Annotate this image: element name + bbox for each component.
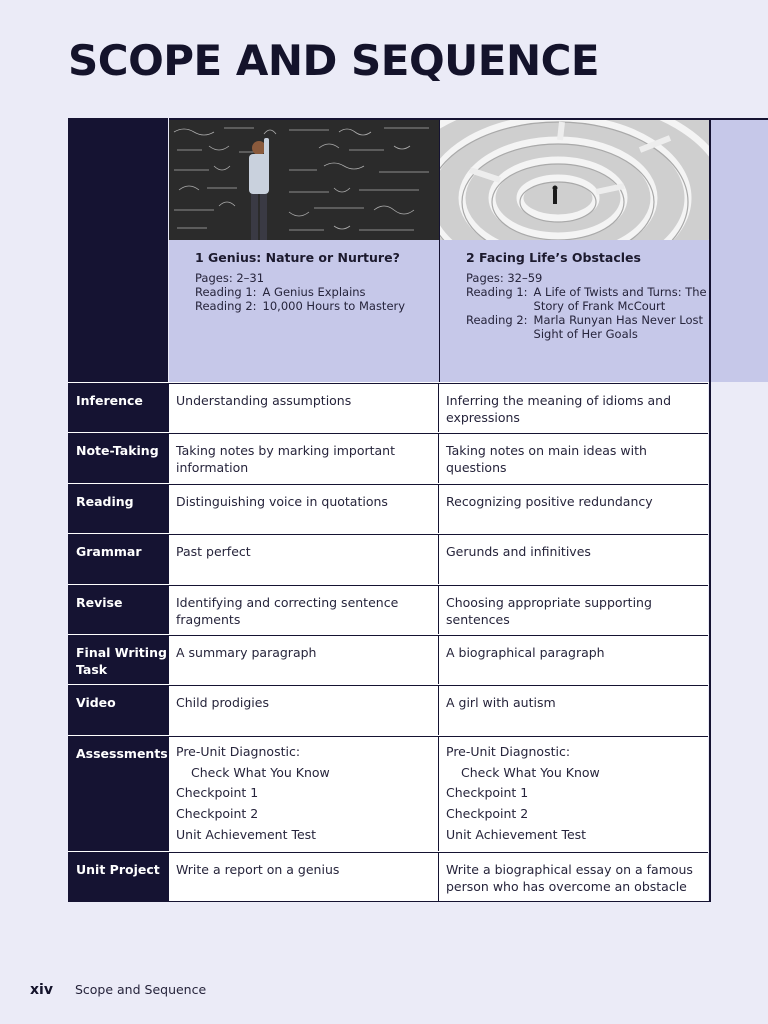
- table-row-revise: [68, 584, 709, 634]
- assessment-item: Unit Achievement Test: [446, 826, 587, 842]
- unit-1-cell: Write a report on a genius: [168, 852, 438, 902]
- assessment-item: Pre-Unit Diagnostic:: [176, 744, 301, 759]
- table-row-final-writing-task: [68, 634, 709, 684]
- row-label: Revise: [68, 585, 168, 634]
- unit-2-cell: Inferring the meaning of idioms and expressions: [438, 383, 708, 432]
- unit-1-cell: Identifying and correcting sentence fragments: [168, 585, 438, 634]
- unit-2-reading-1: Reading 1: A Life of Twists and Turns: The Story of Frank McCourt: [466, 285, 707, 313]
- row-label: Inference: [68, 383, 168, 432]
- row-label: Note-Taking: [68, 433, 168, 483]
- table-row-assessments: [68, 735, 709, 851]
- chalkboard-photo: [169, 120, 439, 240]
- page-title: SCOPE AND SEQUENCE: [68, 36, 600, 85]
- assessment-item: Pre-Unit Diagnostic:: [446, 744, 571, 759]
- table-right-border: [709, 382, 711, 902]
- assessment-item: Checkpoint 1: [176, 785, 259, 801]
- unit-1-cell: A summary paragraph: [168, 635, 438, 684]
- row-label: Video: [68, 685, 168, 735]
- footer-text: Scope and Sequence: [74, 982, 207, 997]
- scope-sequence-table: [68, 118, 768, 902]
- table-row-video: [68, 684, 709, 735]
- page-footer: [30, 982, 206, 998]
- unit-2-pages: Pages: 32–59: [466, 271, 543, 285]
- assessment-item: Check What You Know: [461, 764, 600, 780]
- unit-2-reading-2: Reading 2: Marla Runyan Has Never Lost Sight of Her Goals: [466, 313, 703, 341]
- unit-2-cell: Gerunds and infinitives: [438, 534, 708, 584]
- unit-1-header: [169, 118, 439, 382]
- assessment-item: Check What You Know: [191, 764, 330, 780]
- unit-2-cell: Recognizing positive redundancy: [438, 484, 708, 533]
- unit-1-reading-2: Reading 2: 10,000 Hours to Mastery: [195, 299, 406, 313]
- row-label: Grammar: [68, 534, 168, 584]
- unit-2-cell: A biographical paragraph: [438, 635, 708, 684]
- unit-2-cell: Choosing appropriate supporting sentences: [438, 585, 708, 634]
- unit-1-pages: Pages: 2–31: [195, 271, 265, 285]
- assessment-item: Checkpoint 1: [446, 785, 529, 801]
- unit-2-cell: Taking notes on main ideas with questions: [438, 433, 708, 483]
- unit-1-reading-1: Reading 1: A Genius Explains: [195, 285, 366, 299]
- assessment-item: Checkpoint 2: [176, 806, 259, 822]
- unit-1-title: 1 Genius: Nature or Nurture?: [195, 250, 400, 265]
- assessment-item: Checkpoint 2: [446, 806, 529, 822]
- unit-1-cell: Child prodigies: [168, 685, 438, 735]
- row-label: Unit Project: [68, 852, 168, 902]
- assessment-item: Unit Achievement Test: [176, 826, 317, 842]
- row-label: Reading: [68, 484, 168, 533]
- table-row-note-taking: [68, 432, 709, 483]
- row-label: Assessments: [68, 736, 168, 851]
- maze-photo: [440, 120, 709, 240]
- unit-1-cell: Distinguishing voice in quotations: [168, 484, 438, 533]
- row-label: Final Writing Task: [68, 635, 168, 684]
- table-row-grammar: [68, 533, 709, 584]
- page-number: xiv: [30, 982, 53, 998]
- unit-2-title: 2 Facing Life’s Obstacles: [466, 250, 641, 265]
- table-bottom-border: [168, 901, 711, 902]
- table-row-reading: [68, 483, 709, 533]
- unit-2-cell: [438, 736, 708, 851]
- unit-3-header-partial: [709, 118, 768, 382]
- unit-1-cell: Past perfect: [168, 534, 438, 584]
- table-row-unit-project: [68, 851, 709, 902]
- unit-2-cell: Write a biographical essay on a famous person who has overcome an obstacle: [438, 852, 708, 902]
- unit-1-cell: [168, 736, 438, 851]
- unit-1-cell: Understanding assumptions: [168, 383, 438, 432]
- unit-2-header: [439, 118, 709, 382]
- table-row-inference: [68, 382, 709, 432]
- unit-2-cell: A girl with autism: [438, 685, 708, 735]
- unit-1-cell: Taking notes by marking important information: [168, 433, 438, 483]
